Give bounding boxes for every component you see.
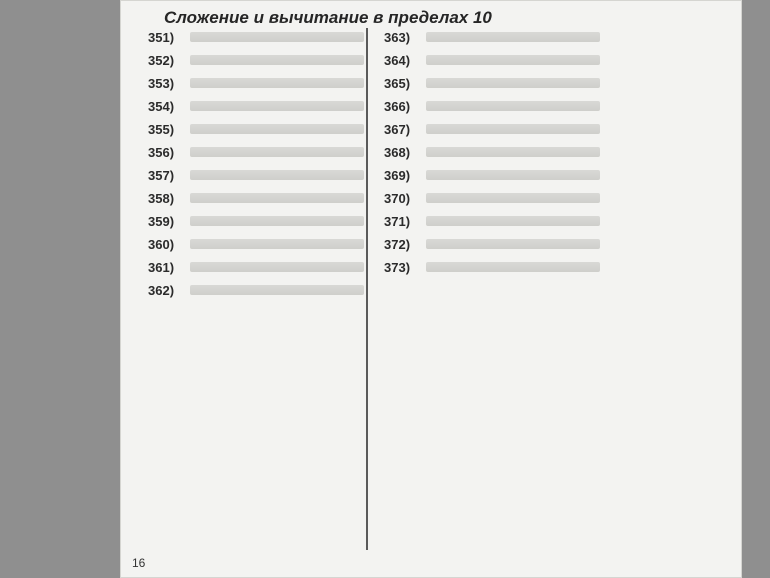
problem-number: 357) [148, 168, 175, 183]
problem-359 [148, 214, 364, 230]
problem-text [426, 260, 600, 276]
problem-371 [384, 214, 600, 230]
problem-number: 353) [148, 76, 175, 91]
problem-360 [148, 237, 364, 253]
problem-text [190, 76, 364, 92]
problem-text [426, 191, 600, 207]
problem-373 [384, 260, 600, 276]
problem-text [426, 237, 600, 253]
right-problem-column [384, 30, 600, 276]
problem-number: 373) [384, 260, 411, 275]
problem-text [190, 283, 364, 299]
problem-text [426, 145, 600, 161]
column-divider [366, 28, 368, 550]
problem-370 [384, 191, 600, 207]
problem-number: 362) [148, 283, 175, 298]
problem-text [190, 168, 364, 184]
problem-text [190, 145, 364, 161]
problem-text [426, 30, 600, 46]
problem-number: 370) [384, 191, 411, 206]
problem-number: 360) [148, 237, 175, 252]
problem-text [426, 214, 600, 230]
problem-number: 364) [384, 53, 411, 68]
problem-text [190, 214, 364, 230]
problem-text [426, 168, 600, 184]
problem-369 [384, 168, 600, 184]
page-title: Сложение и вычитание в пределах 10 [164, 8, 492, 27]
problem-number: 354) [148, 99, 175, 114]
problem-364 [384, 53, 600, 69]
page-number: 16 [132, 556, 146, 570]
problem-number: 351) [148, 30, 175, 45]
problem-text [190, 30, 364, 46]
problem-number: 372) [384, 237, 411, 252]
problem-363 [384, 30, 600, 46]
problem-text [426, 76, 600, 92]
problem-text [190, 260, 364, 276]
problem-number: 359) [148, 214, 175, 229]
problem-number: 369) [384, 168, 411, 183]
problem-text [426, 53, 600, 69]
problem-352 [148, 53, 364, 69]
problem-number: 365) [384, 76, 411, 91]
problem-357 [148, 168, 364, 184]
problem-number: 371) [384, 214, 411, 229]
problem-368 [384, 145, 600, 161]
problem-351 [148, 30, 364, 46]
problem-number: 361) [148, 260, 175, 275]
problem-number: 358) [148, 191, 175, 206]
problem-354 [148, 99, 364, 115]
worksheet-page [120, 0, 742, 578]
problem-text [190, 122, 364, 138]
problem-number: 352) [148, 53, 175, 68]
problem-358 [148, 191, 364, 207]
problem-number: 356) [148, 145, 175, 160]
problem-number: 363) [384, 30, 411, 45]
problem-text [190, 191, 364, 207]
problem-text [190, 99, 364, 115]
problem-number: 367) [384, 122, 411, 137]
problem-361 [148, 260, 364, 276]
problem-text [190, 53, 364, 69]
problem-number: 355) [148, 122, 175, 137]
problem-number: 366) [384, 99, 411, 114]
problem-text [426, 122, 600, 138]
problem-362 [148, 283, 364, 299]
problem-number: 368) [384, 145, 411, 160]
problem-355 [148, 122, 364, 138]
problem-365 [384, 76, 600, 92]
problem-367 [384, 122, 600, 138]
problem-353 [148, 76, 364, 92]
problem-366 [384, 99, 600, 115]
problem-text [426, 99, 600, 115]
problem-text [190, 237, 364, 253]
problem-372 [384, 237, 600, 253]
left-problem-column [148, 30, 364, 299]
problem-356 [148, 145, 364, 161]
